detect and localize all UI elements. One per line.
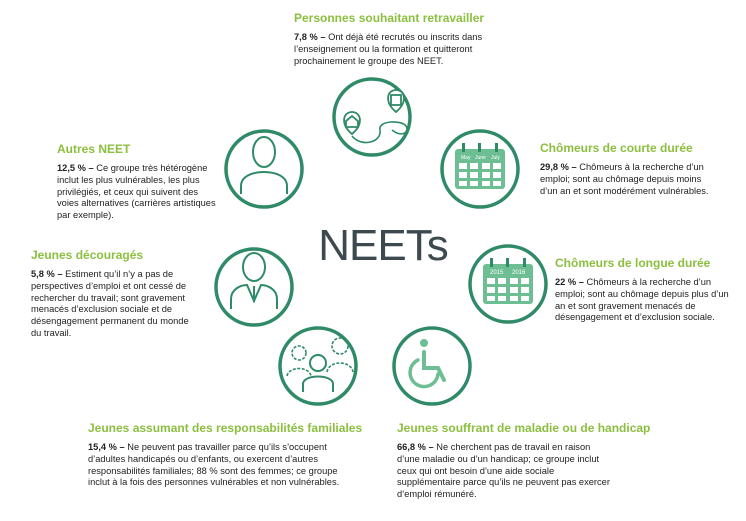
segment-title: Jeunes souffrant de maladie ou de handicap: [397, 421, 651, 435]
man-in-suit-icon: [231, 253, 277, 309]
segment-percentage: 7,8 % –: [294, 32, 326, 42]
calendar-label: 2015: [490, 270, 504, 276]
person-outline-icon: [241, 137, 287, 194]
segment-percentage: 12,5 % –: [57, 163, 94, 173]
segment-autres: [57, 142, 217, 222]
segment-familiales: [88, 421, 363, 489]
segment-title: Chômeurs de longue durée: [555, 256, 711, 270]
segment-title: Jeunes assumant des responsabilités familiales: [88, 421, 363, 435]
wheelchair-icon: [410, 339, 444, 387]
calendar-label: 2016: [512, 270, 526, 276]
segment-percentage: 66,8 % –: [397, 442, 434, 452]
segment-title: Chômeurs de courte durée: [540, 141, 693, 155]
calendar-label: May: [461, 155, 471, 161]
family-icon: [287, 338, 353, 392]
segment-title: Autres NEET: [57, 142, 131, 156]
segment-description: Ne peuvent pas travailler parce qu’ils s’occupent d’adultes handicapés ou d’enfants, ou exercent d’autres responsabilités familiales; 88 % sont des femmes; ce groupe inclut à la fois des personnes vulnérables et non vulnérables.: [88, 442, 340, 488]
center-label: NEETs: [318, 221, 448, 270]
segment-percentage: 15,4 % –: [88, 442, 125, 452]
segment-retravailler: [294, 11, 494, 67]
segment-percentage: 29,8 % –: [540, 162, 577, 172]
home-to-building-path-icon: [344, 90, 407, 143]
segment-decourages: [31, 248, 201, 340]
segment-longue: [555, 256, 733, 324]
segment-description: Chômeurs à la recherche d’un emploi; sont au chômage depuis plus d’un an et sont gravement menacés de désengagement et d’exclusion sociale.: [555, 277, 729, 323]
segment-percentage: 22 % –: [555, 277, 584, 287]
segment-title: Jeunes découragés: [31, 248, 144, 262]
segment-description: Ont déjà été recrutés ou inscrits dans l’enseignement ou la formation et quitteront prochainement le groupe des NEET.: [294, 32, 483, 66]
segment-percentage: 5,8 % –: [31, 269, 63, 279]
calendar-years-icon: [483, 258, 533, 304]
calendar-months-icon: [455, 143, 505, 189]
segment-title: Personnes souhaitant retravailler: [294, 11, 485, 25]
segment-description: Estiment qu’il n’y a pas de perspectives d’emploi et ont cessé de rechercher du travail; sont gravement menacés d’exclusion sociale et de désengagement permanent du monde du travail.: [31, 269, 189, 338]
calendar-label: June: [475, 155, 486, 161]
segment-maladie: [397, 421, 651, 501]
calendar-label: July: [491, 155, 500, 161]
segment-description: Chômeurs à la recherche d’un emploi; sont au chômage depuis moins d’un an et sont modérément vulnérables.: [540, 162, 709, 196]
segment-description: Ne cherchent pas de travail en raison d’une maladie ou d’un handicap; ce groupe inclut ceux qui ont besoin d’une aide sociale supplémentaire parce qu’ils ne peuvent pas exercer d’emploi rémunéré.: [397, 442, 610, 500]
circle-autres: [226, 131, 302, 207]
segment-courte: [540, 141, 712, 197]
segment-description: Ce groupe très hétérogène inclut les plus vulnérables, les plus privilégiés, et ceux qui suivent des voies alternatives (carrières artistiques par exemple).: [57, 163, 216, 221]
